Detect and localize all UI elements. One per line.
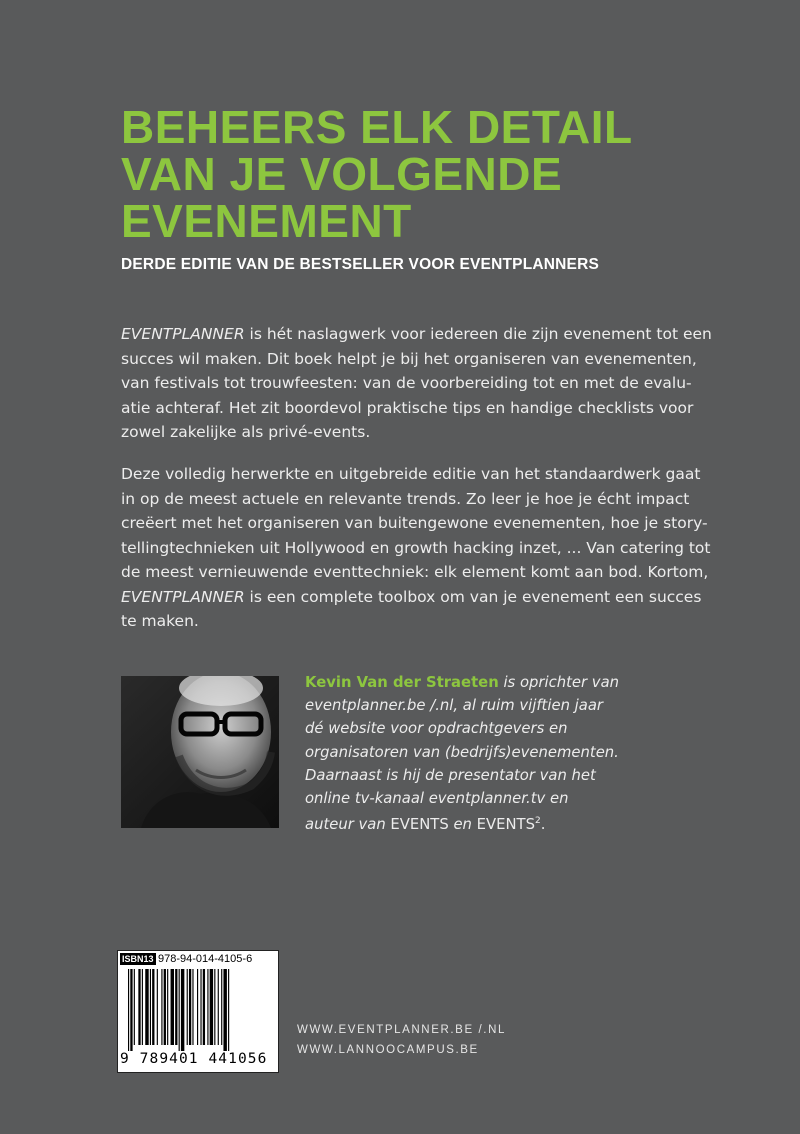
barcode-bar — [175, 969, 177, 1045]
author-photo — [121, 676, 279, 828]
para1-line4: atie achteraf. Het zit boordevol praktische tips en handige checklists voor — [121, 398, 694, 417]
isbn-barcode — [117, 950, 279, 1073]
isbn-number: 978-94-014-4105-6 — [158, 953, 253, 965]
para2-line5: de meest vernieuwende eventtechniek: elk element komt aan bod. Kortom, — [121, 563, 709, 581]
barcode-bar — [128, 969, 129, 1051]
barcode-bar — [210, 969, 213, 1045]
brand-name: EVENTPLANNER — [121, 587, 245, 606]
para1-line5: zowel zakelijke als privé-events. — [121, 423, 371, 441]
para2-line6: is een complete toolbox om van je evenement een succes — [244, 587, 702, 606]
barcode-bar — [187, 969, 188, 1045]
book-title-events2: EVENTS — [476, 816, 535, 834]
book-title-events: EVENTS — [390, 816, 449, 834]
bio-line4: organisatoren van (bedrijfs)evenementen. — [305, 743, 619, 761]
barcode-bar — [157, 969, 158, 1045]
headline-line-2: VAN JE VOLGENDE — [121, 148, 563, 200]
para2-line1: Deze volledig herwerkte en uitgebreide editie van het standaardwerk gaat — [121, 465, 701, 483]
bio-line1: is oprichter van — [498, 674, 620, 691]
barcode-bar — [181, 969, 184, 1051]
bio-line5: Daarnaast is hij de presentator van het — [305, 766, 596, 784]
website-eventplanner[interactable]: WWW.EVENTPLANNER.BE /.NL — [297, 1024, 507, 1036]
author-bio — [305, 671, 645, 836]
headline-line-3: EVENEMENT — [121, 195, 412, 247]
headline-line-1: BEHEERS ELK DETAIL — [121, 101, 633, 153]
barcode-bar — [223, 969, 226, 1051]
para1-line3: van festivals tot trouwfeesten: van de voorbereiding tot en met de evalu- — [121, 374, 692, 392]
bio-line7-end: . — [540, 816, 546, 834]
isbn-label: ISBN13 — [122, 954, 154, 964]
headline — [121, 101, 681, 247]
barcode-bar — [214, 969, 215, 1045]
para1-line2: succes wil maken. Dit boek helpt je bij het organiseren van evenementen, — [121, 349, 697, 368]
edition-paragraph — [121, 462, 711, 634]
para2-line4: tellingtechnieken uit Hollywood en growth hacking inzet, ... Van catering tot — [121, 538, 711, 557]
barcode-bar — [167, 969, 168, 1045]
bio-line3: dé website voor opdrachtgevers en — [305, 720, 568, 738]
barcode-bars — [128, 969, 270, 1051]
bio-line7: auteur van — [305, 816, 391, 834]
author-name: Kevin Van der Straeten — [305, 674, 499, 691]
para1-line1: is hét naslagwerk voor iedereen die zijn evenement tot een — [244, 325, 712, 343]
subtitle: DERDE EDITIE VAN DE BESTSELLER VOOR EVENTPLANNERS — [121, 256, 600, 273]
bio-line2: eventplanner.be /.nl, al ruim vijftien jaar — [305, 697, 603, 715]
barcode-bar — [138, 969, 140, 1045]
barcode-bar — [145, 969, 148, 1045]
book-title-superscript: 2 — [534, 816, 541, 827]
barcode-bar — [197, 969, 198, 1045]
website-lannoocampus[interactable]: WWW.LANNOOCAMPUS.BE — [297, 1044, 479, 1056]
barcode-bar — [134, 969, 135, 1045]
ean-digits: 9 789401 441056 — [120, 1051, 268, 1067]
barcode-bar — [203, 969, 205, 1045]
barcode-bar — [228, 969, 229, 1051]
bio-line6: online tv-kanaal eventplanner.tv en — [305, 790, 569, 808]
barcode-bar — [207, 969, 208, 1045]
barcode-bar — [142, 969, 143, 1045]
barcode-bar — [192, 969, 193, 1045]
barcode-bar — [171, 969, 174, 1045]
para2-line2: in op de meest actuele en relevante trends. Zo leer je hoe je écht impact — [121, 489, 690, 508]
intro-paragraph — [121, 322, 712, 445]
barcode-bar — [161, 969, 162, 1045]
barcode-bar — [218, 969, 219, 1045]
brand-name: EVENTPLANNER — [121, 325, 245, 343]
barcode-bar — [164, 969, 166, 1045]
barcode-bar — [221, 969, 222, 1045]
bio-line7-and: en — [448, 816, 477, 834]
barcode-bar — [200, 969, 201, 1045]
barcode-bar — [150, 969, 151, 1045]
barcode-bar — [179, 969, 180, 1051]
para2-line7: te maken. — [121, 612, 199, 630]
barcode-bar — [189, 969, 191, 1045]
barcode-bar — [152, 969, 154, 1045]
para2-line3: creëert met het organiseren van buitengewone evenementen, hoe je story- — [121, 514, 708, 532]
barcode-bar — [130, 969, 132, 1051]
